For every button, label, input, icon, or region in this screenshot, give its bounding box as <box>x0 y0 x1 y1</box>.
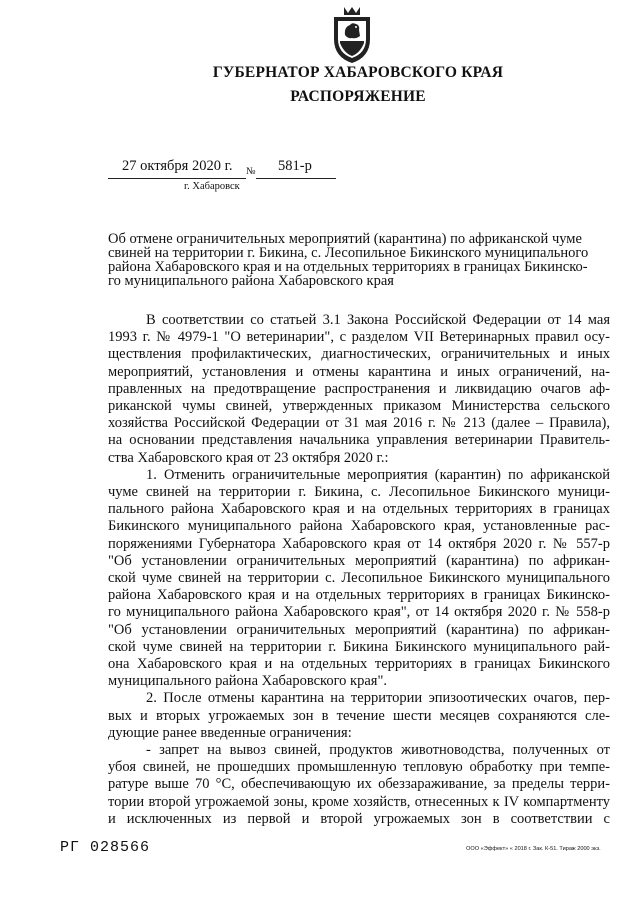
body-line: Бикинского муниципального района Хабаровского края, установленные рас- <box>108 518 610 535</box>
body-line: муниципального района Хабаровского края". <box>108 673 388 690</box>
body-line: 2. После отмены карантина на территории эпизоотических очагов, пер- <box>146 690 610 707</box>
body-line: она Хабаровского края и на отдельных территориях в границах Бикинского <box>108 656 610 673</box>
body-line: мероприятий, установления и отмены карантина и иных ограничений, на- <box>108 363 610 380</box>
subject-line: района Хабаровского края и на отдельных территориях в границах Бикинско- <box>108 259 588 275</box>
subject-line: го муниципального района Хабаровского края <box>108 273 394 289</box>
body-line: тории второй угрожаемой зоны, кроме хозяйств, отнесенных к IV компартменту <box>108 793 610 810</box>
document-date: 27 октября 2020 г. <box>122 158 233 174</box>
body-line: и исключенных из первой и второй угрожаемых зон в соответствии с <box>108 810 610 827</box>
body-line: на основании представления начальника управления ветеринарии Правитель- <box>108 432 610 449</box>
document-type-title: РАСПОРЯЖЕНИЕ <box>290 88 426 105</box>
printer-imprint: ООО «Эффект» « 2018 г. Зак. К-51. Тираж 2000 экз. <box>466 846 601 852</box>
subject-line: свиней на территории г. Бикина, с. Лесопильное Бикинского муниципального <box>108 245 589 261</box>
body-line: - запрет на вывоз свиней, продуктов животноводства, полученных от <box>146 742 610 759</box>
body-line: чуме свиней на территории г. Бикина, с. Лесопильное Бикинского муници- <box>108 484 610 501</box>
document-subject <box>108 232 606 288</box>
body-line: поряжениями Губернатора Хабаровского края от 14 октября 2020 г. № 557-р <box>108 535 610 552</box>
body-line: вых и вторых угрожаемых зон в течение шести месяцев сохраняются сле- <box>108 707 610 724</box>
date-underline <box>108 178 246 179</box>
body-line: дующие ранее введенные ограничения: <box>108 724 352 741</box>
body-line: пального района Хабаровского края и на отдельных территориях в границах <box>108 501 610 518</box>
body-line: ской чуме свиней на территории с. Лесопильное Бикинского муниципального <box>108 570 610 587</box>
document-number: 581-р <box>278 158 312 174</box>
number-sign: № <box>246 166 256 177</box>
body-line: ществления профилактических, диагностических, ограничительных и иных <box>108 346 610 363</box>
body-line: 1. Отменить ограничительные мероприятия (карантин) по африканской <box>146 466 610 483</box>
body-line: 1993 г. № 4979-1 "О ветеринарии", с разделом VII Ветеринарных правил осу- <box>108 329 610 346</box>
body-line: ской чуме свиней на территории г. Бикина Бикинского муниципального рай- <box>108 638 610 655</box>
body-line: риканской чумы свиней, утвержденных приказом Министерства сельского <box>108 398 610 415</box>
coat-of-arms-emblem <box>330 5 374 65</box>
body-line: ратуре выше 70 °С, обеспечивающую их обеззараживание, за пределы терри- <box>108 776 610 793</box>
body-line: района Хабаровского края и на отдельных территориях в границах Бикинско- <box>108 587 610 604</box>
authority-title: ГУБЕРНАТОР ХАБАРОВСКОГО КРАЯ <box>212 64 504 81</box>
body-line: ства Хабаровского края от 23 октября 2020 г.: <box>108 449 389 466</box>
form-serial-code: РГ 028566 <box>60 839 151 856</box>
body-line: убоя свиней, не прошедших промышленную тепловую обработку при темпе- <box>108 759 610 776</box>
body-line: "Об установлении ограничительных мероприятий (карантина) по африкан- <box>108 552 610 569</box>
body-line: правленных на предотвращение распространения и ликвидацию очагов аф- <box>108 380 610 397</box>
body-line: "Об установлении ограничительных мероприятий (карантина) по африкан- <box>108 621 610 638</box>
body-line: хозяйства Российской Федерации от 31 мая 2016 г. № 213 (далее – Правила), <box>108 415 610 432</box>
document-body <box>108 312 610 828</box>
document-city: г. Хабаровск <box>184 181 240 192</box>
number-underline <box>256 178 336 179</box>
body-line: В соответствии со статьей 3.1 Закона Российской Федерации от 14 мая <box>146 312 610 328</box>
body-line: го муниципального района Хабаровского края", от 14 октября 2020 г. № 558-р <box>108 604 610 621</box>
subject-line: Об отмене ограничительных мероприятий (карантина) по африканской чуме <box>108 231 582 247</box>
